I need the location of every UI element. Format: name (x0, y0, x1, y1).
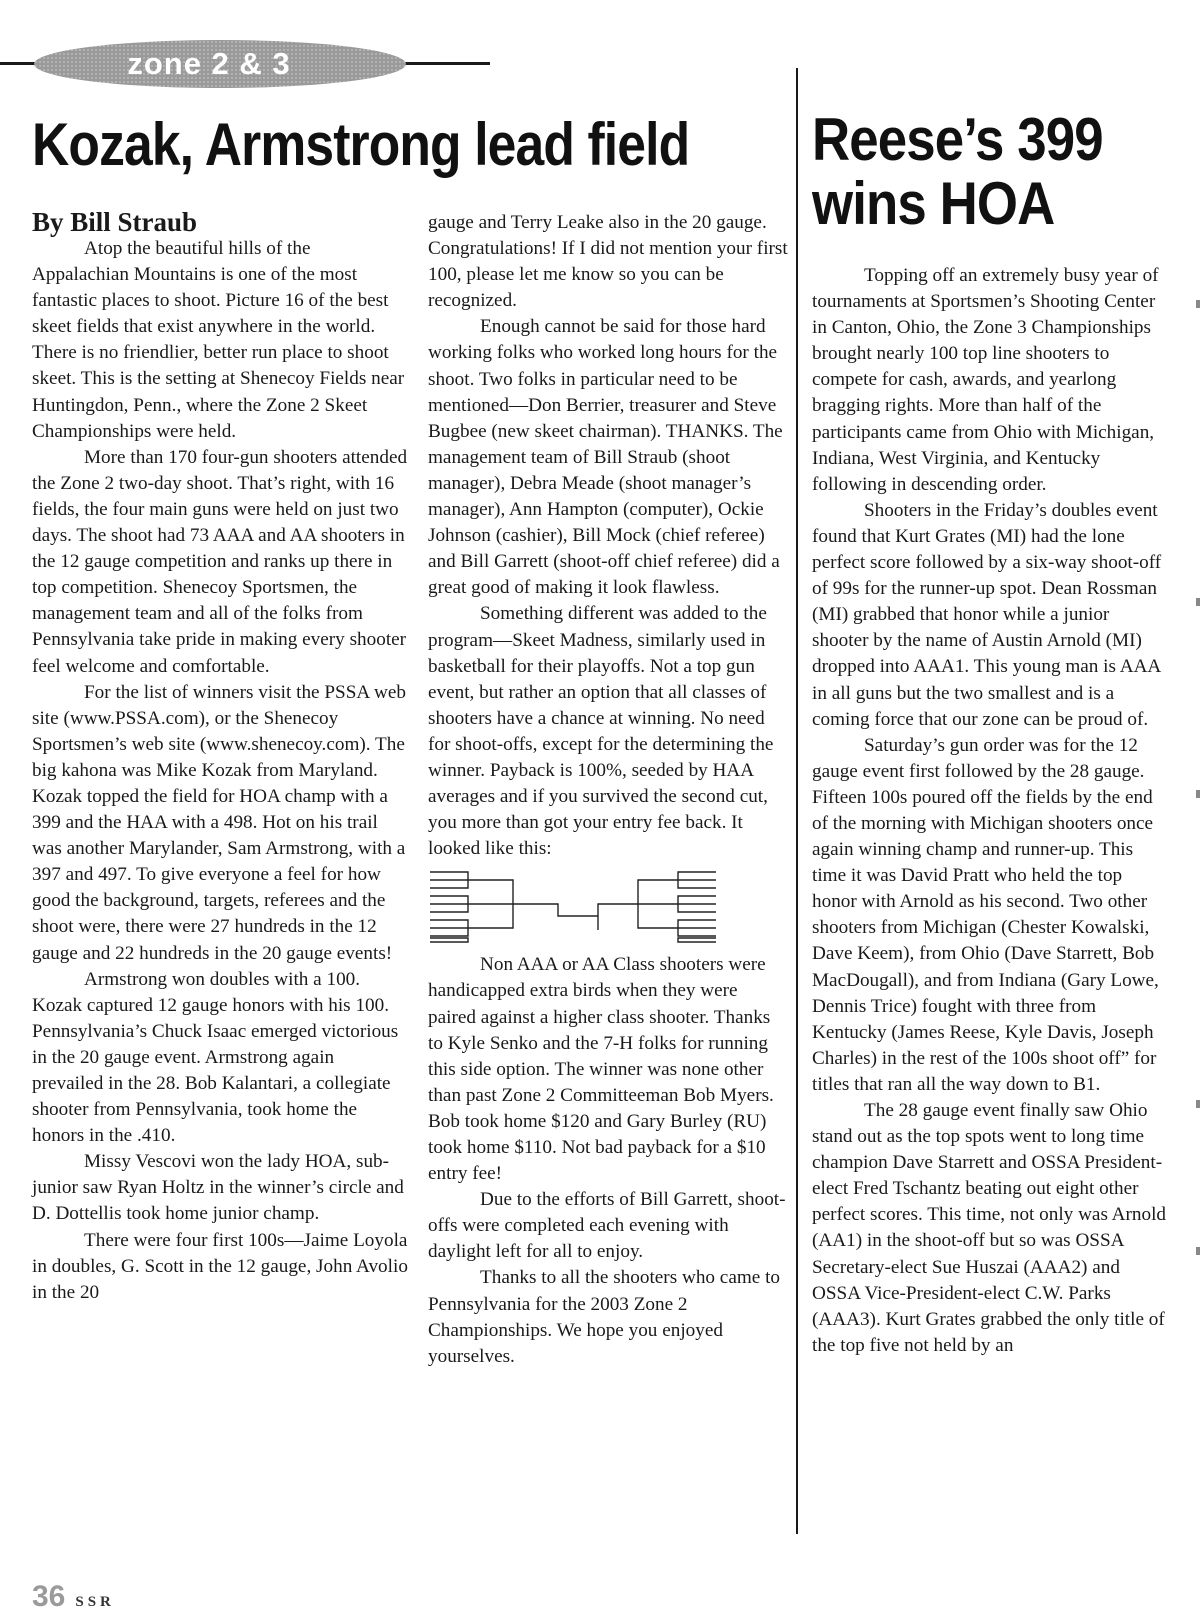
paragraph: There were four first 100s—Jaime Loyola in doubles, G. Scott in the 12 gauge, John Avolio in the 20 (32, 1229, 408, 1303)
paragraph: Shooters in the Friday’s doubles event found that Kurt Grates (MI) had the lone perfect score followed by a six-way shoot-off of 99s for the runner-up spot. Dean Rossman (MI) grabbed that honor while a junior shooter by the name of Austin Arnold (MI) dropped into AAA1. This young man is AAA in all guns but the two smallest and is a coming force that our zone can be proud of. (812, 499, 1162, 730)
page-number: 36 (32, 1580, 66, 1613)
paragraph: Something different was added to the program—Skeet Madness, similarly used in basketball for their playoffs. Not a top gun event, but rather an option that all classes of shooters have a chance at winning. No need for shoot-offs, except for the determining the winner. Payback is 100%, seeded by HAA averages and if you survived the second cut, you more than got your entry fee back. It looked like this: (428, 603, 774, 860)
paragraph: Due to the efforts of Bill Garrett, shoot-offs were completed each evening with daylight left for all to enjoy. (428, 1189, 786, 1263)
paragraph: Missy Vescovi won the lady HOA, sub-junior saw Ryan Holtz in the winner’s circle and D. Dottellis took home junior champ. (32, 1151, 404, 1225)
paragraph: gauge and Terry Leake also in the 20 gauge. Congratulations! If I did not mention your first 100, please let me know so you can be recognized. (428, 212, 788, 312)
side-headline-line-1: Reese’s 399 (812, 106, 1103, 173)
edge-mark (1196, 790, 1200, 798)
edge-mark (1196, 300, 1200, 308)
page-footer (32, 1580, 115, 1614)
paragraph: Atop the beautiful hills of the Appalachian Mountains is one of the most fantastic places to shoot. Picture 16 of the best skeet fields that exist anywhere in the world. There is no friendlier, better run place to shoot skeet. This is the setting at Shenecoy Fields near Huntingdon, Penn., where the Zone 2 Skeet Championships were held. (32, 238, 405, 442)
main-article-column-2 (428, 210, 788, 1370)
paragraph: Armstrong won doubles with a 100. Kozak captured 12 gauge honors with his 100. Pennsylvania’s Chuck Isaac emerged victorious in the 20 gauge event. Armstrong again prevailed in the 28. Bob Kalantari, a collegiate shooter from Pennsylvania, took home the honors in the .410. (32, 968, 399, 1147)
paragraph: Saturday’s gun order was for the 12 gauge event first followed by the 28 gauge. Fifteen 100s poured off the fields by the end of the morning with Michigan shooters once again winning champ and runner-up. This time it was David Pratt who held the top honor with Arnold as his second. Two other shooters from Michigan (Chester Kowalski, Dave Keem), from Ohio (Dave Starrett, Bob MacDougall), and from Indiana (Gary Lowe, Dennis Trice) fought with three from Kentucky (James Reese, Kyle Davis, Joseph Charles) in the rest of the 100s shoot off” for titles that ran all the way down to B1. (812, 734, 1159, 1095)
side-article-column (812, 263, 1170, 1359)
magazine-name: SSR (75, 1594, 115, 1610)
paragraph: More than 170 four-gun shooters attended the Zone 2 two-day shoot. That’s right, with 16 fields, the four main guns were held on just two days. The shoot had 73 AAA and AA shooters in the 12 gauge competition and ranks up there in top competition. Shenecoy Sportsmen, the management team and all of the folks from Pennsylvania take pride in making every shooter feel welcome and comfortable. (32, 446, 408, 677)
paragraph: The 28 gauge event finally saw Ohio stand out as the top spots went to long time champion Dave Starrett and OSSA President-elect Fred Tschantz beating out eight other perfect scores. This time, not only was Arnold (AA1) in the shoot-off but so was OSSA Secretary-elect Sue Huszai (AAA2) and OSSA Vice-President-elect C.W. Parks (AAA3). Kurt Grates grabbed the only title of the top five not held by an (812, 1100, 1167, 1356)
paragraph: Thanks to all the shooters who came to Pennsylvania for the 2003 Zone 2 Championships. We hope you enjoyed yourselves. (428, 1267, 781, 1367)
edge-mark (1196, 598, 1200, 606)
main-headline: Kozak, Armstrong lead field (32, 111, 690, 178)
main-article-column-1 (32, 236, 410, 1306)
edge-mark (1196, 1100, 1200, 1108)
section-tab (34, 40, 406, 88)
paragraph: Topping off an extremely busy year of tournaments at Sportsmen’s Shooting Center in Canton, Ohio, the Zone 3 Championships brought nearly 100 top line shooters to compete for cash, awards, and yearlong bragging rights. More than half of the participants came from Ohio with Michigan, Indiana, West Virginia, and Kentucky following in descending order. (812, 265, 1159, 495)
paragraph: For the list of winners visit the PSSA web site (www.PSSA.com), or the Shenecoy Sportsmen’s web site (www.shenecoy.com). The big kahona was Mike Kozak from Maryland. Kozak topped the field for HOA champ with a 399 and the HAA with a 498. Hot on his trail was another Marylander, Sam Armstrong, with a 397 and 497. To give everyone a feel for how good the background, targets, referees and the shoot were, there were 27 hundreds in the 12 gauge and 22 hundreds in the 20 gauge events! (32, 681, 406, 964)
byline: By Bill Straub (32, 207, 198, 237)
column-divider (796, 68, 798, 1534)
edge-mark (1196, 1247, 1200, 1255)
paragraph: Non AAA or AA Class shooters were handicapped extra birds when they were paired against a higher class shooter. Thanks to Kyle Senko and the 7-H folks for running this side option. The winner was none other than past Zone 2 Committeeman Bob Myers. Bob took home $120 and Gary Burley (RU) took home $110. Not bad payback for a $10 entry fee! (428, 954, 774, 1185)
side-headline-line-2: wins HOA (812, 170, 1055, 237)
side-headline (812, 108, 1103, 236)
paragraph: Enough cannot be said for those hard working folks who worked long hours for the shoot. Two folks in particular need to be mentioned—Don Berrier, treasurer and Steve Bugbee (new skeet chairman). THANKS. The management team of Bill Straub (shoot manager), Debra Meade (shoot manager’s manager), Ann Hampton (computer), Ockie Johnson (cashier), Bill Mock (chief referee) and Bill Garrett (shoot-off chief referee) did a great good of making it look flawless. (428, 316, 783, 599)
tournament-bracket-diagram (428, 868, 718, 948)
section-tab-label: zone 2 & 3 (127, 46, 291, 81)
